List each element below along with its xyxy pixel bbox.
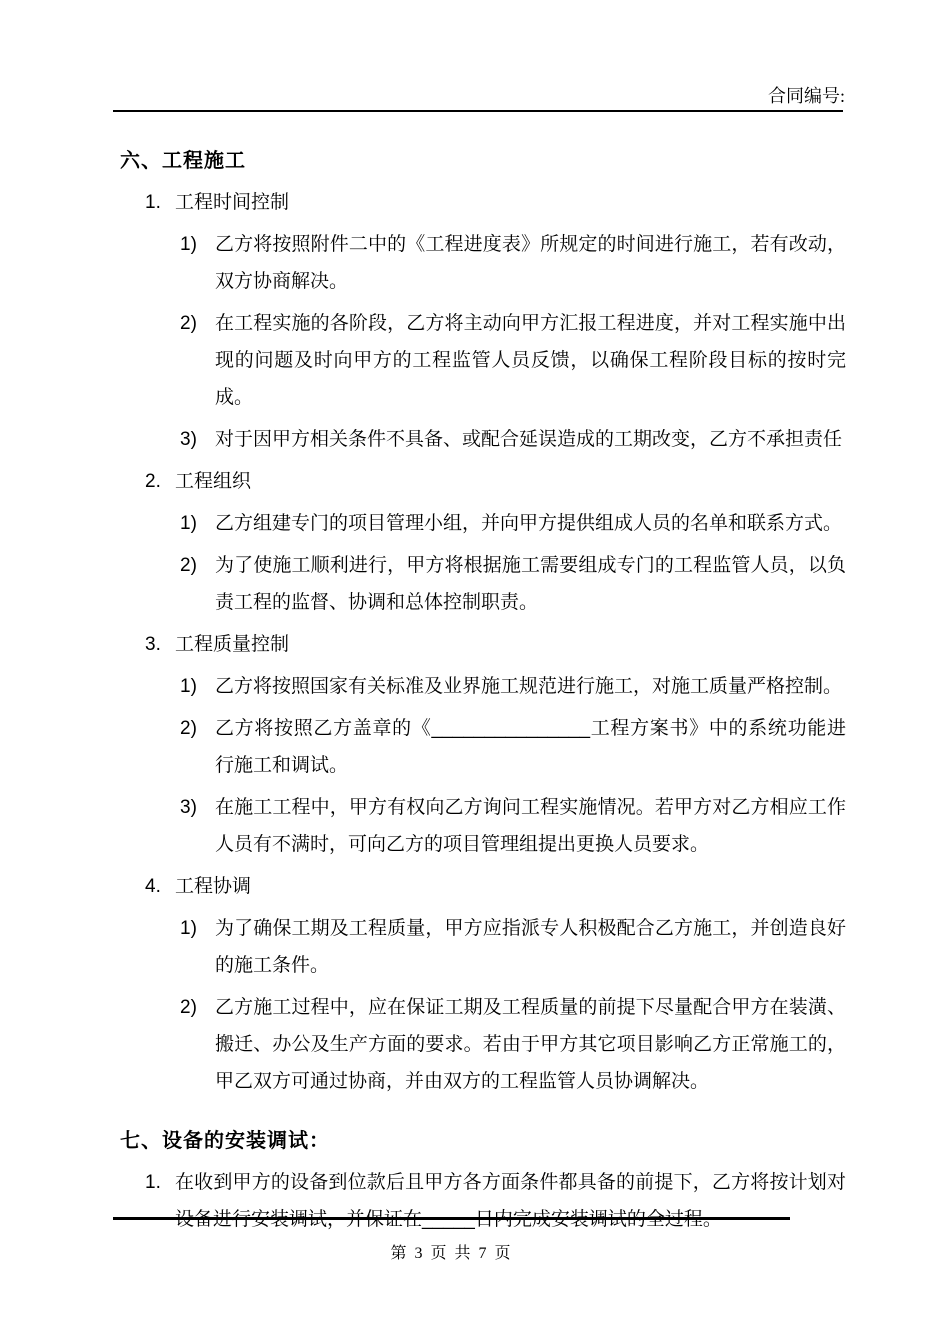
item-title: 工程质量控制 xyxy=(175,634,290,655)
subitem-text: 在施工工程中，甲方有权向乙方询问工程实施情况。若甲方对乙方相应工作人员有不满时，可向乙方的项目管理组提出更换人员要求。 xyxy=(215,797,846,855)
subitem-number: 1) xyxy=(180,234,197,255)
contract-number-label: 合同编号: xyxy=(767,86,845,106)
list-subitem-6-1-2 xyxy=(120,305,846,416)
subitem-number: 2) xyxy=(180,313,197,334)
list-item-6-2 xyxy=(120,463,846,500)
item-number: 4. xyxy=(145,876,161,897)
subitem-text: 乙方施工过程中，应在保证工期及工程质量的前提下尽量配合甲方在装潢、搬迁、办公及生产方面的要求。若由于甲方其它项目影响乙方正常施工的，甲乙双方可通过协商，并由双方的工程监管人员协调解决。 xyxy=(215,997,846,1092)
subitem-number: 2) xyxy=(180,718,197,739)
section-6-title: 六、工程施工 xyxy=(120,150,246,172)
subitem-number: 3) xyxy=(180,797,197,818)
subitem-text: 为了使施工顺利进行，甲方将根据施工需要组成专门的工程监管人员，以负责工程的监督、协调和总体控制职责。 xyxy=(215,555,846,613)
subitem-number: 2) xyxy=(180,555,197,576)
list-item-7-1 xyxy=(120,1164,846,1238)
subitem-text: 乙方组建专门的项目管理小组，并向甲方提供组成人员的名单和联系方式。 xyxy=(215,513,843,534)
subitem-text: 乙方将按照国家有关标准及业界施工规范进行施工，对施工质量严格控制。 xyxy=(215,676,843,697)
list-subitem-6-3-1 xyxy=(120,668,846,705)
header-rule xyxy=(113,110,843,112)
page-number: 第 3 页 共 7 页 xyxy=(390,1245,513,1262)
list-subitem-6-1-3 xyxy=(120,421,846,458)
list-subitem-6-2-1 xyxy=(120,505,846,542)
list-item-6-4 xyxy=(120,868,846,905)
subitem-number: 1) xyxy=(180,918,197,939)
list-subitem-6-1-1 xyxy=(120,226,846,300)
subitem-number: 1) xyxy=(180,676,197,697)
footer-rule xyxy=(113,1217,790,1220)
item-title: 工程组织 xyxy=(175,471,252,492)
document-content xyxy=(120,146,846,1238)
list-subitem-6-4-1 xyxy=(120,910,846,984)
list-subitem-6-3-2 xyxy=(120,710,846,784)
list-item-6-3 xyxy=(120,626,846,663)
item-text: 在收到甲方的设备到位款后且甲方各方面条件都具备的前提下，乙方将按计划对设备进行安装调试，并保证在_____日内完成安装调试的全过程。 xyxy=(175,1172,846,1230)
subitem-text: 对于因甲方相关条件不具备、或配合延误造成的工期改变，乙方不承担责任 xyxy=(215,429,843,450)
item-number: 1. xyxy=(145,1172,161,1193)
list-item-6-1 xyxy=(120,184,846,221)
item-title: 工程时间控制 xyxy=(175,192,290,213)
list-subitem-6-2-2 xyxy=(120,547,846,621)
item-title: 工程协调 xyxy=(175,876,252,897)
subitem-number: 1) xyxy=(180,513,197,534)
subitem-text: 在工程实施的各阶段，乙方将主动向甲方汇报工程进度，并对工程实施中出现的问题及时向甲方的工程监管人员反馈，以确保工程阶段目标的按时完成。 xyxy=(215,313,846,408)
section-7-title: 七、设备的安装调试： xyxy=(120,1130,330,1152)
subitem-text: 乙方将按照乙方盖章的《_______________工程方案书》中的系统功能进行施工和调试。 xyxy=(215,718,846,776)
item-number: 3. xyxy=(145,634,161,655)
subitem-number: 2) xyxy=(180,997,197,1018)
subitem-text: 乙方将按照附件二中的《工程进度表》所规定的时间进行施工，若有改动，双方协商解决。 xyxy=(215,234,846,292)
subitem-number: 3) xyxy=(180,429,197,450)
list-subitem-6-4-2 xyxy=(120,989,846,1100)
item-number: 2. xyxy=(145,471,161,492)
item-number: 1. xyxy=(145,192,161,213)
subitem-text: 为了确保工期及工程质量，甲方应指派专人积极配合乙方施工，并创造良好的施工条件。 xyxy=(215,918,846,976)
list-subitem-6-3-3 xyxy=(120,789,846,863)
